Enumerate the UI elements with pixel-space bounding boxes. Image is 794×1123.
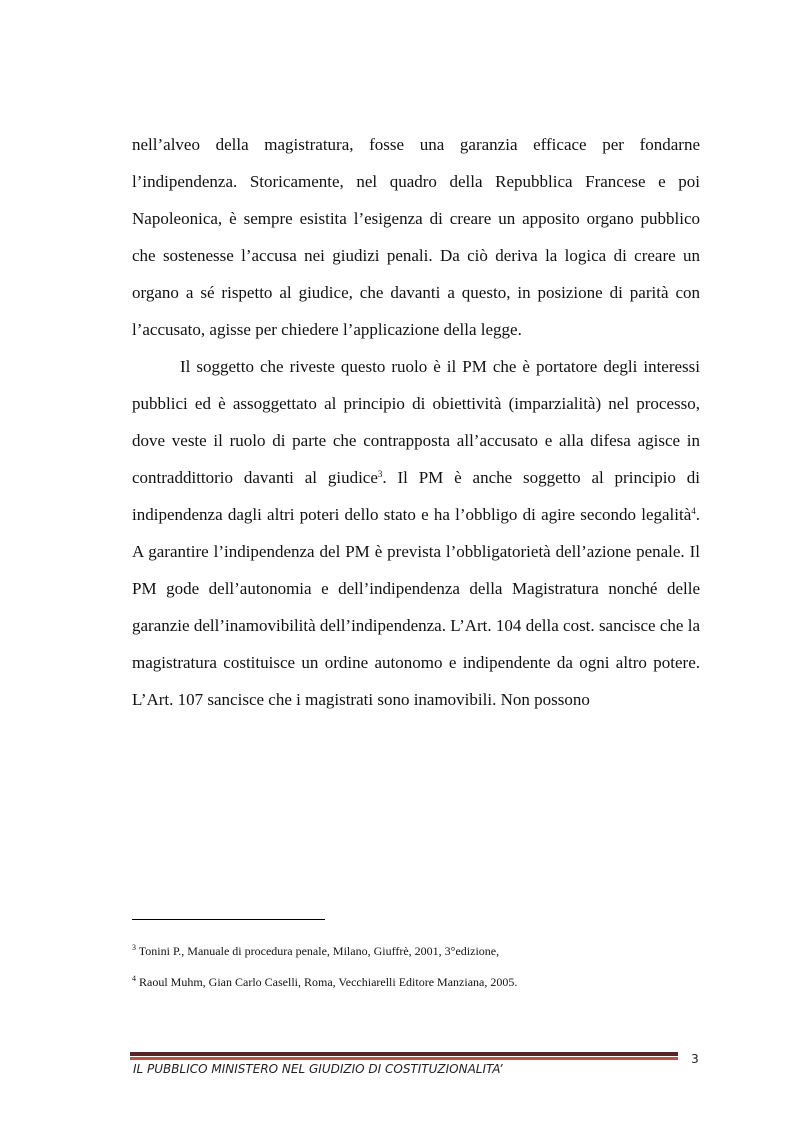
paragraph-2-part-b: . Il PM è anche soggetto al principio di indipendenza dagli altri poteri dello stato e ha l’obbligo di agire secondo legalità: [132, 468, 700, 524]
footer-rule-light: [130, 1057, 678, 1060]
paragraph-1: nell’alveo della magistratura, fosse una garanzia efficace per fondarne l’indipendenza. Storicamente, nel quadro della Repubblica Francese e poi Napoleonica, è sempre esistita l’esigenza di creare un apposito organo pubblico che sostenesse l’accusa nei giudizi penali. Da ciò deriva la logica di creare un organo a sé rispetto al giudice, che davanti a questo, in posizione di parità con l’accusato, agisse per chiedere l’applicazione della legge.: [132, 135, 700, 339]
footnote-4: [132, 975, 732, 990]
footnote-number: 3: [132, 943, 136, 952]
footer-rule-dark: [130, 1052, 678, 1056]
footnote-3: [132, 944, 732, 959]
footnote-ref-4: 4: [691, 506, 696, 516]
paragraph-2-part-a: Il soggetto che riveste questo ruolo è il PM che è portatore degli interessi pubblici ed è assoggettato al principio di obiettività (imparzialità) nel processo, dove veste il ruolo di parte che contrapposta all’accusato e alla difesa agisce in contraddittorio davanti al giudice: [132, 357, 700, 487]
footer-title: IL PUBBLICO MINISTERO NEL GIUDIZIO DI COSTITUZIONALITA’: [133, 1062, 503, 1076]
footnote-number: 4: [132, 974, 136, 983]
page-number: 3: [691, 1052, 699, 1066]
paragraph-2: [132, 348, 700, 718]
paragraph-2-part-c: . A garantire l’indipendenza del PM è prevista l’obbligatorietà dell’azione penale. Il PM gode dell’autonomia e dell’indipendenza della Magistratura nonché delle garanzie dell’inamovibilità dell’indipendenza. L’Art. 104 della cost. sancisce che la magistratura costituisce un ordine autonomo e indipendente da ogni altro potere. L’Art. 107 sancisce che i magistrati sono inamovibili. Non possono: [132, 505, 700, 709]
footnote-ref-3: 3: [377, 469, 383, 479]
body-text: [132, 126, 700, 718]
footnote-text: Tonini P., Manuale di procedura penale, Milano, Giuffrè, 2001, 3°edizione,: [138, 944, 500, 958]
footnote-text: Raoul Muhm, Gian Carlo Caselli, Roma, Vecchiarelli Editore Manziana, 2005.: [139, 975, 518, 989]
footnote-separator: [132, 919, 325, 920]
